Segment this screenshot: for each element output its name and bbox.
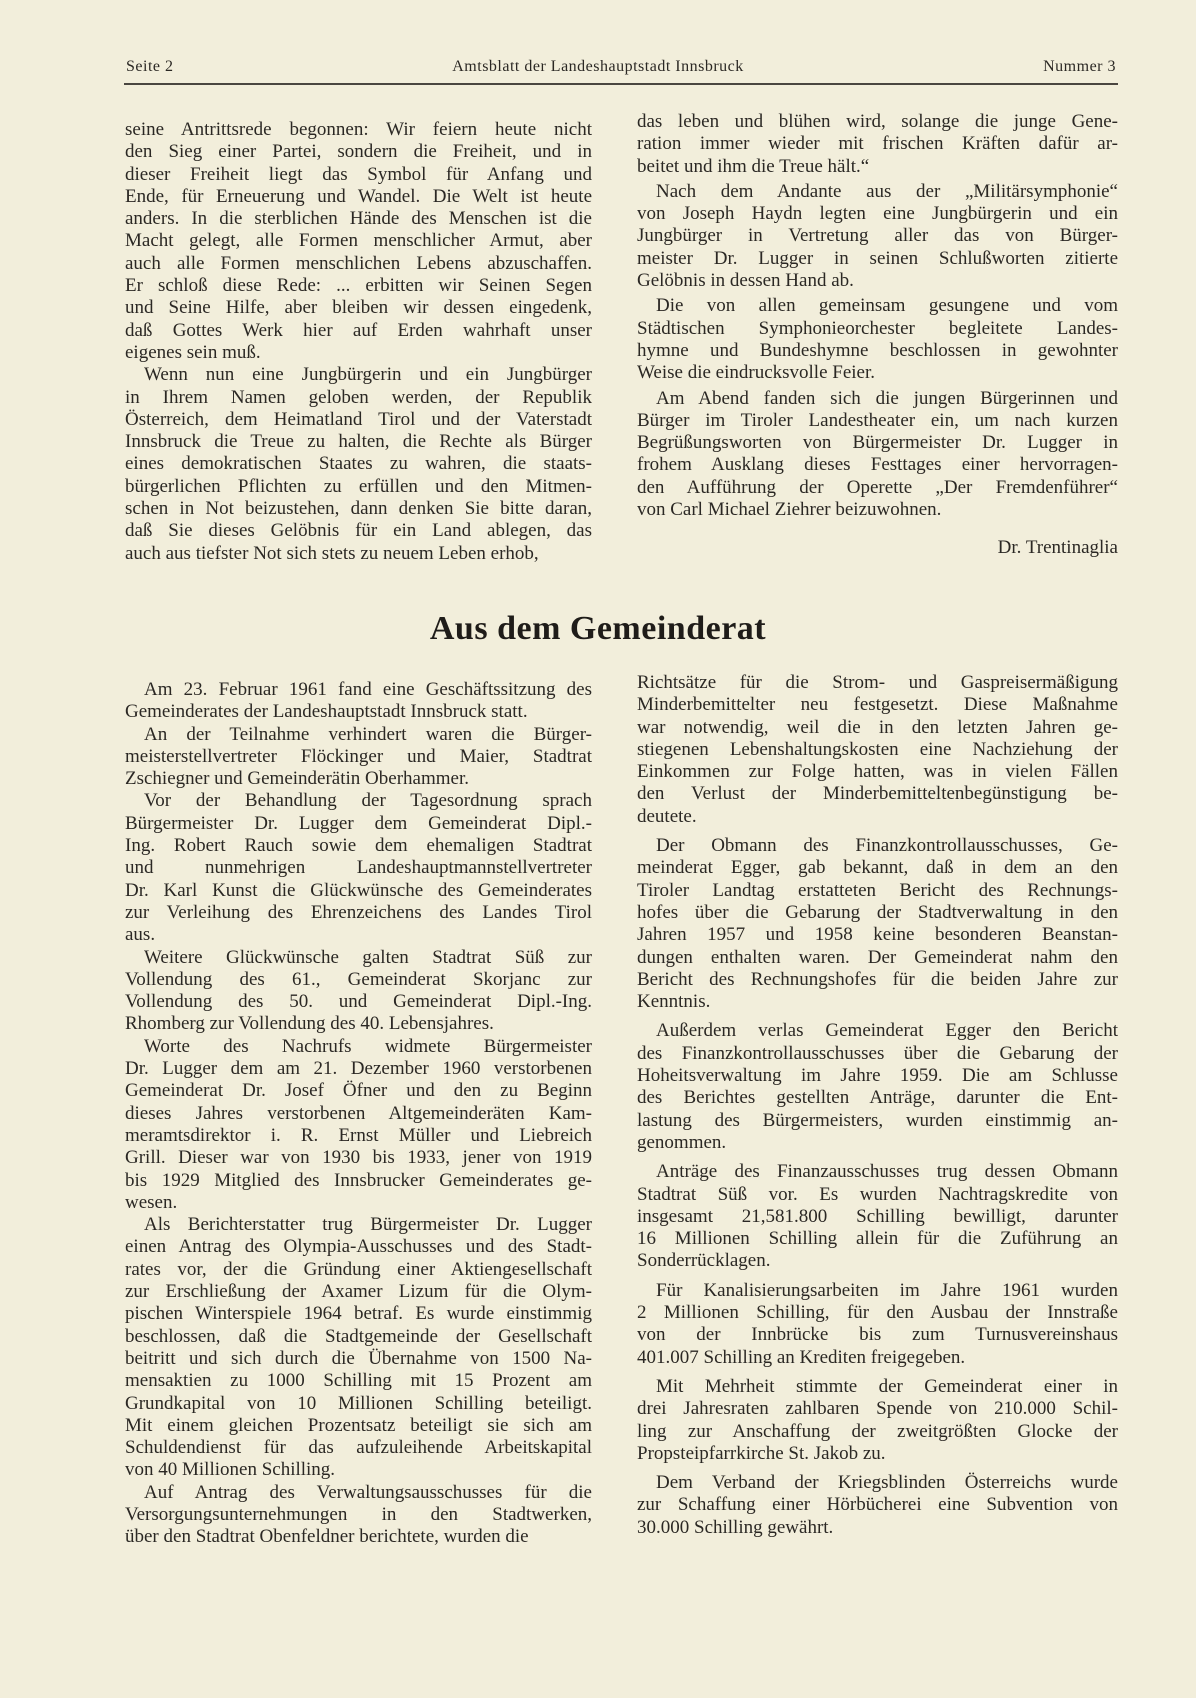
column-top-left	[125, 119, 592, 565]
issue-number: Nummer 3	[1043, 58, 1116, 75]
paragraph	[125, 947, 592, 1036]
text-line: Gemeinderates der Landeshauptstadt Innsbruck statt.	[125, 701, 528, 723]
paragraph	[125, 724, 592, 791]
text-line: auch alle Formen menschlichen Lebens abzuschaffen.	[125, 252, 592, 274]
text-line: Zschiegner und Gemeinderätin Oberhammer.	[125, 768, 469, 790]
text-line: Begrüßungsworten von Bürgermeister Dr. Lugger in	[637, 432, 1118, 454]
text-line: Am Abend fanden sich die jungen Bürgerinnen und	[656, 387, 1118, 409]
text-line: eines demokratischen Staates zu wahren, die staats-	[125, 453, 592, 475]
paragraph	[125, 364, 592, 565]
text-line: Bürgermeister Dr. Lugger dem Gemeinderat Dipl.-	[125, 812, 592, 834]
text-line: Ing. Robert Rauch sowie dem ehemaligen Stadtrat	[125, 835, 592, 857]
text-line: Minderbemittelter neu festgesetzt. Diese Maßnahme	[637, 694, 1118, 716]
text-line: eigenes sein muß.	[125, 341, 261, 363]
text-line: Als Berichterstatter trug Bürgermeister Dr. Lugger	[144, 1214, 592, 1236]
text-line: Weitere Glückwünsche galten Stadtrat Süß zur	[144, 946, 592, 968]
text-line: hofes über die Gebarung der Stadtverwaltung in den	[637, 901, 1118, 923]
text-line: Dr. Lugger dem am 21. Dezember 1960 verstorbenen	[125, 1058, 592, 1080]
text-line: zur Verleihung des Ehrenzeichens des Landes Tirol	[125, 901, 592, 923]
text-line: schen in Not beizustehen, dann denken Sie bitte daran,	[125, 498, 592, 520]
column-bottom-left	[125, 679, 592, 1549]
text-line: Mit Mehrheit stimmte der Gemeinderat einer in	[656, 1375, 1118, 1397]
text-line: seine Antrittsrede begonnen: Wir feiern heute nicht	[125, 119, 592, 140]
paragraph	[637, 1280, 1118, 1369]
text-line: daß Gottes Werk hier auf Erden wahrhaft unser	[125, 319, 592, 341]
text-line: bürgerlichen Pflichten zu erfüllen und den Mitmen-	[125, 475, 592, 497]
text-line: von Joseph Haydn legten eine Jungbürgerin und ein	[637, 203, 1118, 225]
paragraph	[125, 119, 592, 364]
text-line: Wenn nun eine Jungbürgerin und ein Jungbürger	[144, 364, 592, 386]
text-line: Ende, für Erneuerung und Wandel. Die Welt ist heute	[125, 185, 592, 207]
text-line: Bürger im Tiroler Landestheater ein, um nach kurzen	[637, 409, 1118, 431]
text-line: Mit einem gleichen Prozentsatz beteiligt sie sich am	[125, 1414, 592, 1436]
text-line: genommen.	[637, 1131, 727, 1153]
text-line: zur Erschließung der Axamer Lizum für die Olym-	[125, 1281, 592, 1303]
text-line: ling zur Anschaffung der zweitgrößten Glocke der	[637, 1420, 1118, 1442]
text-line: dieses Jahres verstorbenen Altgemeinderäten Kam-	[125, 1102, 592, 1124]
text-line: Die von allen gemeinsam gesungene und vom	[656, 295, 1118, 317]
text-line: Richtsätze für die Strom- und Gaspreisermäßigung	[637, 672, 1118, 693]
text-line: Tiroler Landtag erstatteten Bericht des Rechnungs-	[637, 879, 1118, 901]
text-line: Einkommen zur Folge hatten, was in vielen Fällen	[637, 761, 1118, 783]
text-line: des Berichtes gestellten Anträge, darunter die Ent-	[637, 1087, 1118, 1109]
text-line: Am 23. Februar 1961 fand eine Geschäftssitzung des	[144, 679, 592, 700]
text-line: Stadtrat Süß vor. Es wurden Nachtragskredite von	[637, 1183, 1118, 1205]
text-line: das leben und blühen wird, solange die junge Gene-	[637, 111, 1118, 132]
header-rule	[124, 83, 1118, 85]
text-line: ration immer wieder mit frischen Kräften dafür ar-	[637, 133, 1118, 155]
text-line: insgesamt 21,581.800 Schilling bewilligt, darunter	[637, 1205, 1118, 1227]
text-line: dieser Freiheit liegt das Symbol für Anfang und	[125, 163, 592, 185]
text-line: Hoheitsverwaltung im Jahre 1959. Die am Schlusse	[637, 1065, 1118, 1087]
text-line: Gemeinderat Dr. Josef Öfner und den zu Beginn	[125, 1080, 592, 1102]
text-line: frohem Ausklang dieses Festtages einer hervorragen-	[637, 454, 1118, 476]
paragraph	[637, 1472, 1118, 1539]
text-line: Städtischen Symphonieorchester begleitete Landes-	[637, 317, 1118, 339]
text-line: anders. In die sterblichen Hände des Menschen ist die	[125, 208, 592, 230]
text-line: pischen Winterspiele 1964 betraf. Es wurde einstimmig	[125, 1303, 592, 1325]
paragraph	[637, 181, 1118, 292]
paragraph	[125, 679, 592, 724]
text-line: meister Dr. Lugger in seinen Schlußworten zitierte	[637, 247, 1118, 269]
text-line: beitet und ihm die Treue hält.“	[637, 155, 870, 177]
text-line: 401.007 Schilling an Krediten freigegeben.	[637, 1346, 966, 1368]
text-line: Worte des Nachrufs widmete Bürgermeister	[144, 1035, 592, 1057]
paragraph	[125, 1482, 592, 1549]
text-line: Innsbruck die Treue zu halten, die Rechte als Bürger	[125, 431, 592, 453]
text-line: beschlossen, daß die Stadtgemeinde der Gesellschaft	[125, 1325, 592, 1347]
text-line: Gelöbnis in dessen Hand ab.	[637, 270, 854, 292]
text-line: hymne und Bundeshymne beschlossen in gewohnter	[637, 339, 1118, 361]
text-line: von 40 Millionen Schilling.	[125, 1459, 336, 1481]
text-line: Er schloß diese Rede: ... erbitten wir Seinen Segen	[125, 275, 592, 297]
text-line: zur Schaffung einer Hörbücherei eine Subvention von	[637, 1494, 1118, 1516]
text-line: Vor der Behandlung der Tagesordnung sprach	[144, 790, 592, 812]
text-line: 30.000 Schilling gewährt.	[637, 1516, 834, 1538]
paragraph	[125, 1214, 592, 1482]
text-line: Schuldendienst für das aufzuleihende Arbeitskapital	[125, 1437, 592, 1459]
text-line: Weise die eindrucksvolle Feier.	[637, 362, 876, 384]
text-line: Macht gelegt, alle Formen menschlicher Armut, aber	[125, 230, 592, 252]
text-line: Der Obmann des Finanzkontrollausschusses, Ge-	[656, 835, 1118, 857]
text-line: den Verlust der Minderbemitteltenbegünstigung be-	[637, 783, 1118, 805]
author-signature: Dr. Trentinaglia	[997, 537, 1118, 558]
paragraph	[637, 295, 1118, 384]
text-line: Österreich, dem Heimatland Tirol und der Vaterstadt	[125, 408, 592, 430]
paragraph	[125, 790, 592, 946]
text-line: lastung des Bürgermeisters, wurden einstimmig an-	[637, 1109, 1118, 1131]
text-line: war notwendig, weil die in den letzten Jahren ge-	[637, 716, 1118, 738]
section-heading: Aus dem Gemeinderat	[429, 610, 767, 647]
text-line: Bericht des Rechnungshofes für die beiden Jahre zur	[637, 968, 1118, 990]
text-line: über den Stadtrat Obenfeldner berichtete, wurden die	[125, 1526, 529, 1548]
text-line: beitritt und sich durch die Übernahme von 1500 Na-	[125, 1347, 592, 1369]
text-line: meisterstellvertreter Flöckinger und Maier, Stadtrat	[125, 745, 592, 767]
text-line: Rhomberg zur Vollendung des 40. Lebensjahres.	[125, 1013, 494, 1035]
text-line: und nunmehrigen Landeshauptmannstellvertreter	[125, 857, 592, 879]
text-line: 16 Millionen Schilling allein für die Zuführung an	[637, 1228, 1118, 1250]
text-line: Dem Verband der Kriegsblinden Österreichs wurde	[656, 1472, 1118, 1494]
paragraph	[637, 835, 1118, 1013]
paragraph	[637, 672, 1118, 828]
text-line: Grundkapital von 10 Millionen Schilling beteiligt.	[125, 1392, 592, 1414]
text-line: daß Sie dieses Gelöbnis für ein Land ablegen, das	[125, 520, 592, 542]
text-line: An der Teilnahme verhindert waren die Bürger-	[144, 723, 592, 745]
text-line: Anträge des Finanzausschusses trug dessen Obmann	[656, 1161, 1118, 1183]
paragraph	[637, 1161, 1118, 1272]
text-line: wesen.	[125, 1191, 178, 1213]
text-line: Dr. Karl Kunst die Glückwünsche des Gemeinderates	[125, 879, 592, 901]
text-line: Außerdem verlas Gemeinderat Egger den Bericht	[656, 1020, 1118, 1042]
text-line: auch aus tiefster Not sich stets zu neuem Leben erhob,	[125, 542, 539, 564]
text-line: meramtsdirektor i. R. Ernst Müller und Liebreich	[125, 1124, 592, 1146]
text-line: in Ihrem Namen geloben werden, der Republik	[125, 386, 592, 408]
text-line: von Carl Michael Ziehrer beizuwohnen.	[637, 499, 942, 521]
text-line: aus.	[125, 924, 156, 946]
text-line: den Sieg einer Partei, sondern die Freiheit, und in	[125, 141, 592, 163]
text-line: Vollendung des 61., Gemeinderat Skorjanc zur	[125, 968, 592, 990]
text-line: 2 Millionen Schilling, für den Ausbau der Innstraße	[637, 1302, 1118, 1324]
text-line: des Finanzkontrollausschusses über die Gebarung der	[637, 1042, 1118, 1064]
text-line: stiegenen Lebenshaltungskosten eine Nachziehung der	[637, 738, 1118, 760]
text-line: bis 1929 Mitglied des Innsbrucker Gemeinderates ge-	[125, 1169, 592, 1191]
text-line: meinderat Egger, gab bekannt, daß in dem an den	[637, 857, 1118, 879]
paragraph	[637, 111, 1118, 178]
text-line: Kenntnis.	[637, 991, 711, 1013]
column-bottom-right	[637, 672, 1118, 1539]
publication-title: Amtsblatt der Landeshauptstadt Innsbruck	[452, 58, 744, 75]
text-line: deutete.	[637, 805, 697, 827]
text-line: rates vor, der die Gründung einer Aktiengesellschaft	[125, 1258, 592, 1280]
text-line: Nach dem Andante aus der „Militärsymphonie“	[656, 180, 1118, 202]
text-line: dungen enthalten waren. Der Gemeinderat nahm den	[637, 946, 1118, 968]
text-line: Grill. Dieser war von 1930 bis 1933, jener von 1919	[125, 1147, 592, 1169]
text-line: Propsteipfarrkirche St. Jakob zu.	[637, 1442, 886, 1464]
text-line: Jahren 1957 und 1958 keine besonderen Beanstan-	[637, 924, 1118, 946]
text-line: einen Antrag des Olympia-Ausschusses und des Stadt-	[125, 1236, 592, 1258]
text-line: Für Kanalisierungsarbeiten im Jahre 1961 wurden	[656, 1279, 1118, 1301]
text-line: Auf Antrag des Verwaltungsausschusses für die	[144, 1481, 592, 1503]
text-line: Jungbürger in Vertretung aller das von Bürger-	[637, 225, 1118, 247]
page-number: Seite 2	[126, 58, 174, 75]
text-line: von der Innbrücke bis zum Turnusvereinshaus	[637, 1324, 1118, 1346]
paragraph	[637, 388, 1118, 522]
text-line: Vollendung des 50. und Gemeinderat Dipl.-Ing.	[125, 991, 592, 1013]
paragraph	[637, 1020, 1118, 1154]
text-line: den Aufführung der Operette „Der Fremdenführer“	[637, 476, 1118, 498]
text-line: mensaktien zu 1000 Schilling mit 15 Prozent am	[125, 1370, 592, 1392]
text-line: Sonderrücklagen.	[637, 1250, 771, 1272]
paragraph	[125, 1036, 592, 1214]
paragraph	[637, 1376, 1118, 1465]
text-line: drei Jahresraten zahlbaren Spende von 210.000 Schil-	[637, 1398, 1118, 1420]
column-top-right	[637, 111, 1118, 521]
text-line: Versorgungsunternehmungen in den Stadtwerken,	[125, 1503, 592, 1525]
text-line: und Seine Hilfe, aber bleiben wir dessen eingedenk,	[125, 297, 592, 319]
